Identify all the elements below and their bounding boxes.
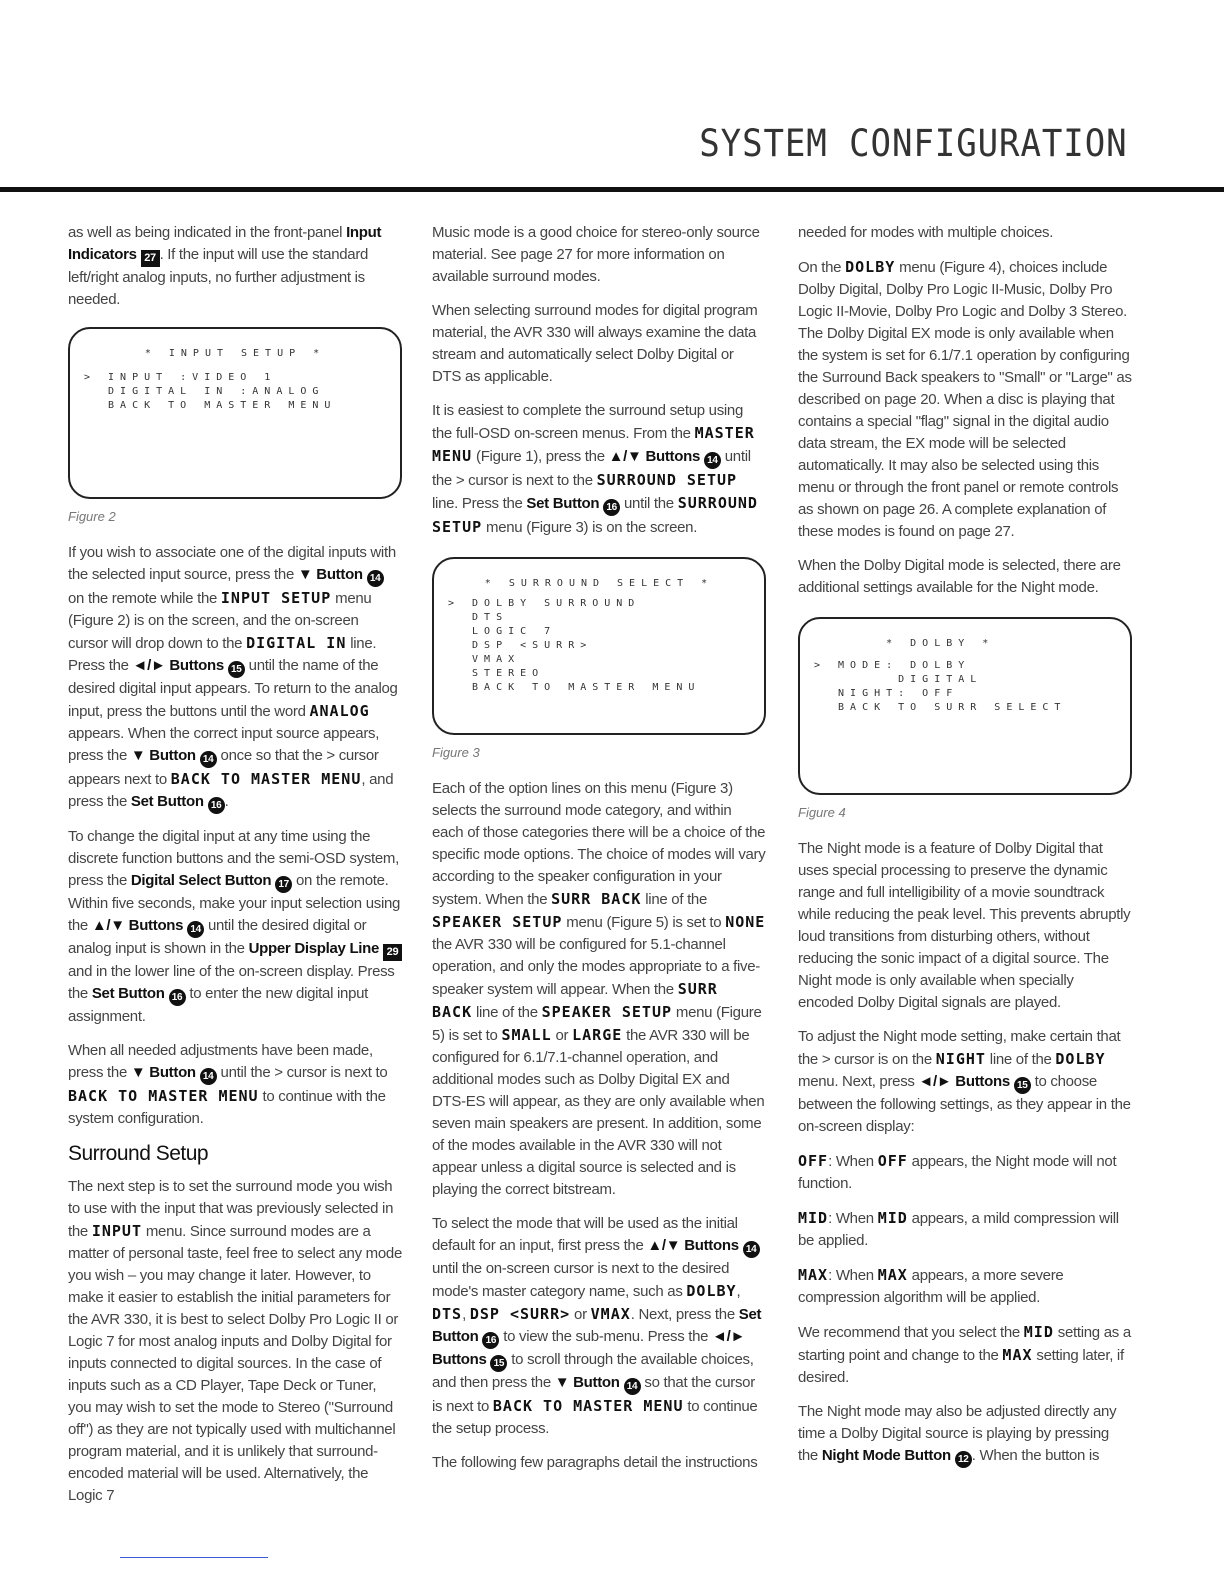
- header-rule: [0, 187, 1224, 192]
- paragraph: Music mode is a good choice for stereo-only source material. See page 27 for more information on available surround modes.: [432, 224, 760, 285]
- paragraph: needed for modes with multiple choices.: [798, 224, 1054, 241]
- paragraph: To adjust the Night mode setting, make certain that the > cursor is on the NIGHT line of the DOLBY menu. Next, press ◄/► Buttons 15 to choose between the following settings, as they appear in the on-screen display:: [798, 1028, 1131, 1135]
- footer-link-line: [120, 1557, 268, 1558]
- paragraph: The following few paragraphs detail the instructions: [432, 1454, 758, 1471]
- paragraph: MAX: When MAX appears, a more severe compression algorithm will be applied.: [798, 1266, 1064, 1306]
- paragraph: The next step is to set the surround mode you wish to use with the input that was previously selected in the INPUT menu. Since surround modes are a matter of personal taste, feel free to select any mode you wish – you may change it later. However, to make it easier to establish the initial parameters for the AVR 330, it is best to select Dolby Pro Logic II or Logic 7 for most analog inputs and Dolby Digital for inputs connected to digital sources. In the case of inputs such as a CD Player, Tape Deck or Tuner, you may wish to set the mode to Stereo ("Surround off") as they are not typically used with multichannel program material, and it is unlikely that surround-encoded material will be used. Alternatively, the Logic 7: [68, 1178, 402, 1504]
- callout-number: 15: [1014, 1077, 1031, 1094]
- paragraph: To select the mode that will be used as the initial default for an input, first press the ▲/▼ Buttons 14 until the on-screen cursor is next to the desired mode's master category name, such as DOLBY, DTS, DSP <SURR> or VMAX. Next, press the Set Button 16 to view the sub-menu. Press the ◄/► Buttons 15 to scroll through the available choices, and then press the ▼ Button 14 so that the cursor is next to BACK TO MASTER MENU to continue the setup process.: [432, 1215, 762, 1437]
- paragraph: The Night mode may also be adjusted directly any time a Dolby Digital source is playing by pressing the Night Mode Button 12 . When the button is: [798, 1401, 1132, 1468]
- callout-number: 15: [490, 1355, 507, 1372]
- callout-number: 16: [603, 499, 620, 516]
- callout-number: 16: [482, 1332, 499, 1349]
- callout-number: 16: [169, 989, 186, 1006]
- paragraph: The Night mode is a feature of Dolby Digital that uses special processing to preserve the dynamic range and full intelligibility of a movie soundtrack while reducing the peak level. This prevents abruptly loud transitions from disturbing others, without reducing the sonic impact of a digital source. The Night mode is only available when specially encoded Dolby Digital signals are played.: [798, 840, 1131, 1011]
- callout-number: 14: [743, 1241, 760, 1258]
- section-heading: Surround Setup: [68, 1142, 209, 1165]
- page-title: SYSTEM CONFIGURATION: [699, 122, 1128, 165]
- paragraph: Each of the option lines on this menu (Figure 3) selects the surround mode category, and within each of those categories there will be a choice of the specific mode options. The choice of modes will vary according to the speaker configuration in your system. When the SURR BACK line of the SPEAKER SETUP menu (Figure 5) is set to NONE the AVR 330 will be configured for 5.1-channel operation, and only the modes appropriate to a five-speaker system will appear. When the SURR BACK line of the SPEAKER SETUP menu (Figure 5) is set to SMALL or LARGE the AVR 330 will be configured for 6.1/7.1-channel operation, and additional modes such as Dolby Digital EX and DTS-ES will appear, as they are only available when seven main speakers are present. In addition, some of the modes available in the AVR 330 will not appear unless a digital source is selected and is playing the correct bitstream.: [432, 780, 766, 1198]
- callout-number: 14: [367, 570, 384, 587]
- paragraph: as well as being indicated in the front-panel Input Indicators 27 . If the input will use the standard left/right analog inputs, no further adjustment is needed.: [68, 224, 382, 308]
- column-2: [432, 222, 766, 1486]
- figure-caption: Figure 3: [432, 745, 480, 760]
- callout-badge: 29: [383, 944, 402, 961]
- callout-number: 12: [955, 1451, 972, 1468]
- figure-4-osd: * DOLBY * > MODE: DOLBY DIGITAL NIGHT: OFF BACK TO SURR SELECT: [798, 617, 1132, 795]
- paragraph: When all needed adjustments have been made, press the ▼ Button 14 until the > cursor is next to BACK TO MASTER MENU to continue with the system configuration.: [68, 1042, 388, 1127]
- callout-number: 14: [624, 1378, 641, 1395]
- column-3: [798, 222, 1132, 1480]
- paragraph: When the Dolby Digital mode is selected, there are additional settings available for the Night mode.: [798, 557, 1121, 596]
- paragraph: When selecting surround modes for digital program material, the AVR 330 will always examine the data stream and automatically select Dolby Digital or DTS as applicable.: [432, 302, 758, 385]
- figure-2-osd: * INPUT SETUP * > INPUT :VIDEO 1 DIGITAL IN :ANALOG BACK TO MASTER MENU: [68, 327, 402, 499]
- paragraph: It is easiest to complete the surround setup using the full-OSD on-screen menus. From the MASTER MENU (Figure 1), press the ▲/▼ Buttons 14 until the > cursor is next to the SURROUND SETUP line. Press the Set Button 16 until the SURROUND SETUP menu (Figure 3) is on the screen.: [432, 402, 758, 536]
- figure-caption: Figure 2: [68, 509, 116, 524]
- column-1: [68, 222, 402, 1519]
- callout-number: 17: [275, 876, 292, 893]
- paragraph: We recommend that you select the MID setting as a starting point and change to the MAX setting later, if desired.: [798, 1323, 1131, 1386]
- callout-number: 16: [208, 797, 225, 814]
- callout-number: 15: [228, 661, 245, 678]
- figure-3-osd: * SURROUND SELECT * > DOLBY SURROUND DTS LOGIC 7 DSP <SURR> VMAX STEREO BACK TO MASTER MENU: [432, 557, 766, 735]
- callout-number: 14: [704, 452, 721, 469]
- paragraph: If you wish to associate one of the digital inputs with the selected input source, press the ▼ Button 14 on the remote while the INPUT SETUP menu (Figure 2) is on the screen, and the on-screen cursor will drop down to the DIGITAL IN line. Press the ◄/► Buttons 15 until the name of the desired digital input appears. To return to the analog input, press the buttons until the word ANALOG appears. When the correct input source appears, press the ▼ Button 14 once so that the > cursor appears next to BACK TO MASTER MENU, and press the Set Button 16 .: [68, 542, 402, 814]
- callout-badge: 27: [141, 250, 160, 267]
- callout-number: 14: [200, 1068, 217, 1085]
- callout-number: 14: [187, 921, 204, 938]
- figure-caption: Figure 4: [798, 805, 846, 820]
- callout-number: 14: [200, 751, 217, 768]
- paragraph: MID: When MID appears, a mild compression will be applied.: [798, 1209, 1119, 1249]
- paragraph: OFF: When OFF appears, the Night mode will not function.: [798, 1152, 1117, 1192]
- paragraph: On the DOLBY menu (Figure 4), choices include Dolby Digital, Dolby Pro Logic II-Music, Dolby Pro Logic II-Movie, Dolby Pro Logic and Dolby 3 Stereo. The Dolby Digital EX mode is only available when the system is set for 6.1/7.1 operation by configuring the Surround Back speakers to "Small" or "Large" as described on page 20. When a disc is playing that contains a special "flag" signal in the digital audio data stream, the EX mode will be selected automatically. It may also be selected using this menu or through the front panel or remote controls as shown on page 26. A complete explanation of these modes is found on page 27.: [798, 258, 1132, 540]
- paragraph: To change the digital input at any time using the discrete function buttons and the semi-OSD system, press the Digital Select Button 17 on the remote. Within five seconds, make your input selection using the ▲/▼ Buttons 14 until the desired digital or analog input is shown in the Upper Display Line 29 and in the lower line of the on-screen display. Press the Set Button 16 to enter the new digital input assignment.: [68, 828, 401, 1025]
